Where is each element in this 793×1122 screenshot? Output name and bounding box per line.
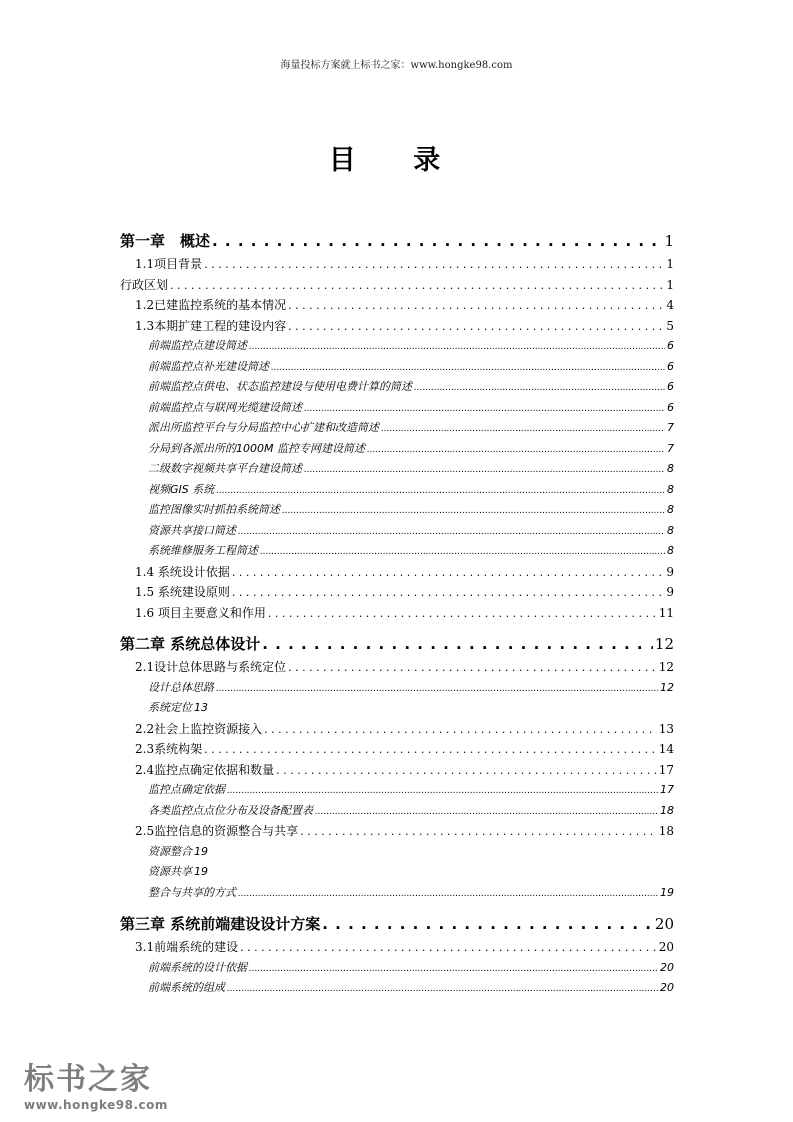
- toc-dot-leader: [227, 780, 658, 801]
- toc-entry-label: 资源整合: [148, 844, 192, 858]
- toc-dot-leader: [315, 801, 658, 822]
- toc-entry-label: 2.1设计总体思路与系统定位: [135, 660, 287, 674]
- toc-entry-label: 监控点确定依据: [148, 783, 225, 796]
- toc-entry-label: 3.1前端系统的建设: [135, 940, 239, 954]
- toc-dot-leader: [282, 500, 665, 521]
- toc-subsection-entry[interactable]: [120, 439, 674, 460]
- toc-dot-leader: [288, 316, 664, 337]
- toc-entry-label: 2.5监控信息的资源整合与共享: [135, 824, 299, 838]
- toc-section-entry[interactable]: [120, 821, 674, 842]
- toc-subsection-entry[interactable]: [120, 357, 674, 378]
- toc-entry-label: 前端系统的设计依据: [148, 960, 247, 974]
- toc-dot-leader: [249, 958, 658, 979]
- toc-subsection-entry[interactable]: [120, 418, 674, 439]
- toc-subsection-entry[interactable]: [120, 459, 674, 480]
- page-title: 目 录: [328, 145, 465, 176]
- toc-dot-leader: [304, 459, 665, 480]
- toc-entry-page: 13: [194, 701, 208, 714]
- toc-subsection-entry[interactable]: [120, 780, 674, 801]
- toc-entry-page: 8: [667, 482, 674, 496]
- toc-entry-page: 12: [654, 635, 674, 653]
- toc-dot-leader: [262, 631, 653, 657]
- toc-entry-label: 第三章 系统前端建设设计方案: [120, 915, 321, 933]
- toc-dot-leader: [204, 739, 657, 760]
- toc-dot-leader: [232, 582, 664, 603]
- toc-entry-page: 7: [667, 441, 674, 455]
- toc-entry-page: 19: [194, 844, 208, 858]
- toc-dot-leader: [381, 418, 665, 439]
- toc-subsection-entry[interactable]: [120, 978, 674, 999]
- toc-subsection-entry[interactable]: [120, 958, 674, 979]
- toc-entry-page: 8: [667, 462, 674, 475]
- toc-entry-page: 20: [660, 981, 674, 994]
- toc-entry-label: 1.3本期扩建工程的建设内容: [135, 318, 287, 333]
- toc-section-entry[interactable]: [120, 562, 674, 583]
- toc-entry-page: 5: [666, 318, 674, 333]
- toc-dot-leader: [271, 357, 665, 378]
- toc-entry-page: 17: [658, 762, 674, 777]
- toc-entry-label: 系统定位: [148, 701, 192, 714]
- toc-section-entry[interactable]: [120, 316, 674, 337]
- toc-dot-leader: [260, 541, 665, 562]
- toc-entry-label: 2.2社会上监控资源接入: [135, 721, 263, 736]
- footer-logo: [24, 1063, 174, 1113]
- toc-dot-leader: [232, 562, 664, 583]
- toc-subsection-entry[interactable]: [120, 801, 674, 822]
- toc-entry-label: 第二章 系统总体设计: [120, 635, 261, 653]
- toc-dot-leader: [414, 377, 665, 398]
- toc-entry-label: 前端监控点补光建设简述: [148, 359, 269, 373]
- toc-entry-label: 整合与共享的方式: [148, 885, 236, 899]
- toc-dot-leader: [276, 760, 657, 781]
- toc-entry-page: 7: [667, 421, 674, 434]
- toc-entry-label: 行政区划: [120, 277, 169, 292]
- toc-entry-label: 设计总体思路: [148, 680, 214, 694]
- toc-entry-label: 1.4 系统设计依据: [135, 564, 230, 579]
- toc-dot-leader: [264, 719, 657, 740]
- toc-entry-label: 前端系统的组成: [148, 981, 225, 994]
- toc-section-entry[interactable]: [120, 739, 674, 760]
- toc-section-entry[interactable]: [120, 937, 674, 958]
- toc-entry-label: 前端监控点与联网光缆建设简述: [148, 400, 302, 414]
- toc-subsection-entry[interactable]: [120, 521, 674, 542]
- toc-entry-label: 派出所监控平台与分局监控中心扩建和改造简述: [148, 421, 379, 434]
- page-header: 海量投标方案就上标书之家：www.hongke98.com: [280, 60, 513, 71]
- toc-entry-label: 第一章 概述: [120, 232, 211, 250]
- toc-entry-label: 1.6 项目主要意义和作用: [135, 605, 266, 620]
- toc-entry-label: 1.1项目背景: [135, 257, 203, 271]
- footer-brand: 标书之家: [24, 1062, 152, 1097]
- toc-entry-page: 19: [660, 885, 674, 899]
- chapter-gap: [120, 623, 674, 631]
- toc-entry-page: 6: [667, 400, 674, 414]
- toc-subsection-entry[interactable]: [120, 541, 674, 562]
- toc-dot-leader: [170, 275, 664, 296]
- toc-subsection-entry[interactable]: [120, 862, 674, 883]
- toc-dot-leader: [212, 228, 662, 254]
- toc-entry-label: 1.2已建监控系统的基本情况: [135, 298, 287, 312]
- toc-subsection-entry[interactable]: [120, 842, 674, 863]
- toc-entry-label: 视频GIS 系统: [148, 482, 215, 496]
- toc-dot-leader: [204, 254, 664, 275]
- toc-chapter-entry[interactable]: [120, 911, 674, 937]
- toc-entry-page: 20: [660, 960, 674, 974]
- toc-entry-page: 18: [658, 824, 674, 838]
- toc-chapter-entry[interactable]: [120, 228, 674, 254]
- toc-section-entry[interactable]: [120, 275, 674, 296]
- toc-dot-leader: [249, 336, 665, 357]
- toc-dot-leader: [216, 480, 665, 501]
- table-of-contents: [120, 228, 674, 999]
- toc-entry-page: 1: [664, 232, 674, 250]
- toc-subsection-entry[interactable]: [120, 377, 674, 398]
- toc-entry-page: 8: [667, 503, 674, 516]
- toc-entry-page: 1: [666, 257, 674, 271]
- toc-dot-leader: [216, 678, 658, 699]
- toc-entry-page: 13: [658, 721, 674, 736]
- toc-dot-leader: [367, 439, 665, 460]
- toc-subsection-entry[interactable]: [120, 336, 674, 357]
- toc-entry-page: 11: [658, 605, 674, 620]
- toc-entry-page: 8: [667, 523, 674, 537]
- toc-entry-page: 20: [654, 915, 674, 933]
- toc-entry-label: 前端监控点建设简述: [148, 339, 247, 352]
- toc-entry-label: 1.5 系统建设原则: [135, 585, 230, 599]
- toc-entry-label: 监控图像实时抓拍系统简述: [148, 503, 280, 516]
- toc-entry-page: 4: [666, 298, 674, 312]
- toc-dot-leader: [240, 937, 657, 958]
- footer-url: www.hongke98.com: [24, 1098, 168, 1112]
- toc-entry-page: 6: [667, 339, 674, 352]
- toc-section-entry[interactable]: [120, 295, 674, 316]
- toc-dot-leader: [227, 978, 658, 999]
- toc-entry-page: 9: [666, 585, 674, 599]
- toc-subsection-entry[interactable]: [120, 678, 674, 699]
- toc-entry-label: 资源共享接口简述: [148, 523, 236, 537]
- toc-section-entry[interactable]: [120, 254, 674, 275]
- toc-dot-leader: [304, 398, 665, 419]
- toc-subsection-entry[interactable]: [120, 500, 674, 521]
- toc-entry-page: 1: [666, 277, 674, 292]
- toc-entry-page: 17: [660, 783, 674, 796]
- toc-entry-page: 9: [666, 564, 674, 579]
- toc-entry-label: 系统维修服务工程简述: [148, 544, 258, 557]
- toc-entry-label: 2.3系统构架: [135, 742, 203, 756]
- toc-section-entry[interactable]: [120, 657, 674, 678]
- toc-subsection-entry[interactable]: [120, 480, 674, 501]
- toc-entry-page: 20: [658, 940, 674, 954]
- toc-dot-leader: [238, 883, 658, 904]
- toc-entry-page: 19: [194, 865, 208, 878]
- toc-entry-page: 12: [658, 660, 674, 674]
- toc-entry-label: 2.4监控点确定依据和数量: [135, 762, 275, 777]
- toc-subsection-entry[interactable]: [120, 398, 674, 419]
- toc-dot-leader: [268, 603, 657, 624]
- toc-entry-page: 12: [660, 680, 674, 694]
- toc-entry-page: 6: [667, 359, 674, 373]
- toc-entry-label: 分局到各派出所的1000M 监控专网建设简述: [148, 441, 365, 455]
- toc-chapter-entry[interactable]: [120, 631, 674, 657]
- toc-entry-page: 6: [667, 380, 674, 393]
- toc-entry-label: 前端监控点供电、状态监控建设与使用电费计算的简述: [148, 380, 412, 393]
- toc-subsection-entry[interactable]: [120, 698, 674, 719]
- toc-entry-page: 18: [660, 803, 674, 817]
- toc-section-entry[interactable]: [120, 603, 674, 624]
- toc-section-entry[interactable]: [120, 760, 674, 781]
- toc-section-entry[interactable]: [120, 719, 674, 740]
- toc-subsection-entry[interactable]: [120, 883, 674, 904]
- toc-entry-page: 14: [658, 742, 674, 756]
- toc-dot-leader: [300, 821, 657, 842]
- chapter-gap: [120, 903, 674, 911]
- toc-entry-label: 二级数字视频共享平台建设简述: [148, 462, 302, 475]
- toc-dot-leader: [238, 521, 665, 542]
- toc-section-entry[interactable]: [120, 582, 674, 603]
- toc-dot-leader: [288, 295, 664, 316]
- toc-dot-leader: [288, 657, 657, 678]
- toc-entry-label: 各类监控点点位分布及设备配置表: [148, 803, 313, 817]
- toc-entry-label: 资源共享: [148, 865, 192, 878]
- toc-dot-leader: [322, 911, 653, 937]
- toc-entry-page: 8: [667, 544, 674, 557]
